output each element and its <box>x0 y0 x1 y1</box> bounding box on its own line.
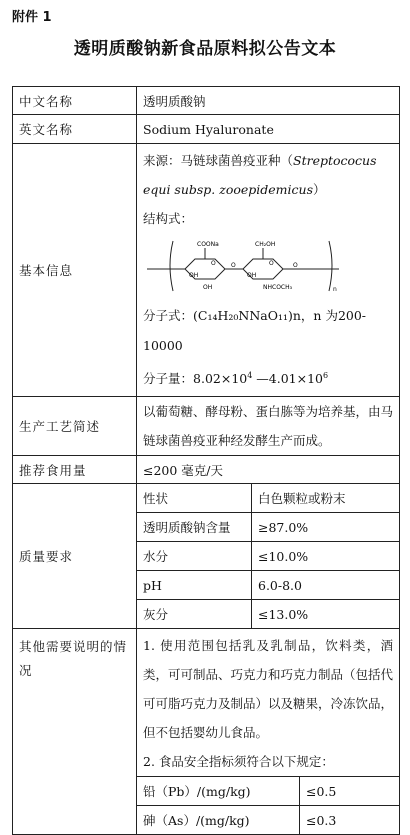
quality-value: 白色颗粒或粉末 <box>252 484 400 513</box>
source-label: 来源：马链球菌兽疫亚种（ <box>143 153 294 168</box>
quality-name: 灰分 <box>137 600 252 629</box>
quality-name: 水分 <box>137 542 252 571</box>
quality-value: ≤13.0% <box>252 600 400 629</box>
formula-text: (C₁₄H₂₀NNaO₁₁)n，n 为200-10000 <box>143 308 367 353</box>
row-other <box>13 629 400 835</box>
limit-name: 砷（As）/(mg/kg) <box>137 806 300 835</box>
quality-row <box>137 542 399 571</box>
value-intake: ≤200 毫克/天 <box>137 456 400 484</box>
label-intake: 推荐食用量 <box>13 456 137 484</box>
label-o1: O <box>211 260 216 267</box>
value-cn-name: 透明质酸钠 <box>137 87 400 115</box>
label-o2: O <box>231 262 236 269</box>
row-quality <box>13 484 400 629</box>
label-n: n <box>333 286 337 293</box>
quality-name: 性状 <box>137 484 252 513</box>
quality-row <box>137 513 399 542</box>
limit-value: ≤0.5 <box>300 777 400 806</box>
row-process <box>13 397 400 456</box>
value-process: 以葡萄糖、酵母粉、蛋白胨等为培养基，由马链球菌兽疫亚种经发酵生产而成。 <box>137 397 400 456</box>
structure-label: 结构式： <box>143 211 194 226</box>
weight-exp-a: 4 <box>247 371 253 380</box>
quality-row <box>137 571 399 600</box>
label-basic-info: 基本信息 <box>13 144 137 397</box>
value-quality <box>137 484 400 629</box>
label-oh1: OH <box>189 272 199 279</box>
spec-table <box>12 86 400 835</box>
structural-formula <box>143 235 343 297</box>
quality-value: ≥87.0% <box>252 513 400 542</box>
label-o4: O <box>293 262 298 269</box>
label-coona: COONa <box>197 241 219 248</box>
formula-prefix: 分子式： <box>143 308 194 323</box>
limit-name: 铅（Pb）/(mg/kg) <box>137 777 300 806</box>
source-line <box>143 146 393 175</box>
bracket-left <box>170 241 173 291</box>
quality-row <box>137 600 399 629</box>
row-basic-info <box>13 144 400 397</box>
label-ch2oh: CH₂OH <box>255 241 276 248</box>
molecular-formula <box>143 301 393 361</box>
value-basic-info <box>137 144 400 397</box>
label-process: 生产工艺简述 <box>13 397 137 456</box>
bracket-right <box>329 241 332 291</box>
molecular-weight <box>143 361 393 394</box>
quality-name: pH <box>137 571 252 600</box>
safety-heading: 2. 食品安全指标须符合以下规定： <box>143 754 334 770</box>
weight-exp-b: 6 <box>323 371 329 380</box>
label-en-name: 英文名称 <box>13 115 137 144</box>
quality-row <box>137 484 399 513</box>
source-species-2: equi subsp. zooepidemicus <box>143 182 314 197</box>
label-oh3: OH <box>247 272 257 279</box>
limits-table <box>137 776 399 834</box>
source-close: ） <box>313 182 326 197</box>
value-en-name: Sodium Hyaluronate <box>137 115 400 144</box>
limit-row <box>137 806 399 835</box>
source-species-1: Streptococus <box>293 153 377 168</box>
row-en-name <box>13 115 400 144</box>
document-title: 透明质酸钠新食品原料拟公告文本 <box>73 39 337 59</box>
quality-name: 透明质酸钠含量 <box>137 513 252 542</box>
usage-scope: 1. 使用范围包括乳及乳制品，饮料类，酒类，可可制品、巧克力和巧克力制品（包括代可可脂巧克力及制品）以及糖果，冷冻饮品，但不包括婴幼儿食品。 <box>143 638 394 741</box>
label-cn-name: 中文名称 <box>13 87 137 115</box>
quality-table <box>137 484 399 628</box>
limit-row <box>137 777 399 806</box>
row-cn-name <box>13 87 400 115</box>
label-other: 其他需要说明的情况 <box>13 629 137 835</box>
weight-b: —4.01×10 <box>252 371 324 387</box>
attachment-label: 附件 1 <box>12 10 52 25</box>
label-nhcoch3: NHCOCH₃ <box>263 284 293 291</box>
limit-value: ≤0.3 <box>300 806 400 835</box>
source-line-2 <box>143 175 393 204</box>
weight-prefix: 分子量： <box>143 371 194 387</box>
label-oh2: OH <box>203 284 213 291</box>
quality-value: 6.0-8.0 <box>252 571 400 600</box>
weight-a: 8.02×10 <box>193 371 248 387</box>
label-o3: O <box>269 260 274 267</box>
row-intake <box>13 456 400 484</box>
label-quality: 质量要求 <box>13 484 137 629</box>
quality-value: ≤10.0% <box>252 542 400 571</box>
value-other <box>137 629 400 835</box>
